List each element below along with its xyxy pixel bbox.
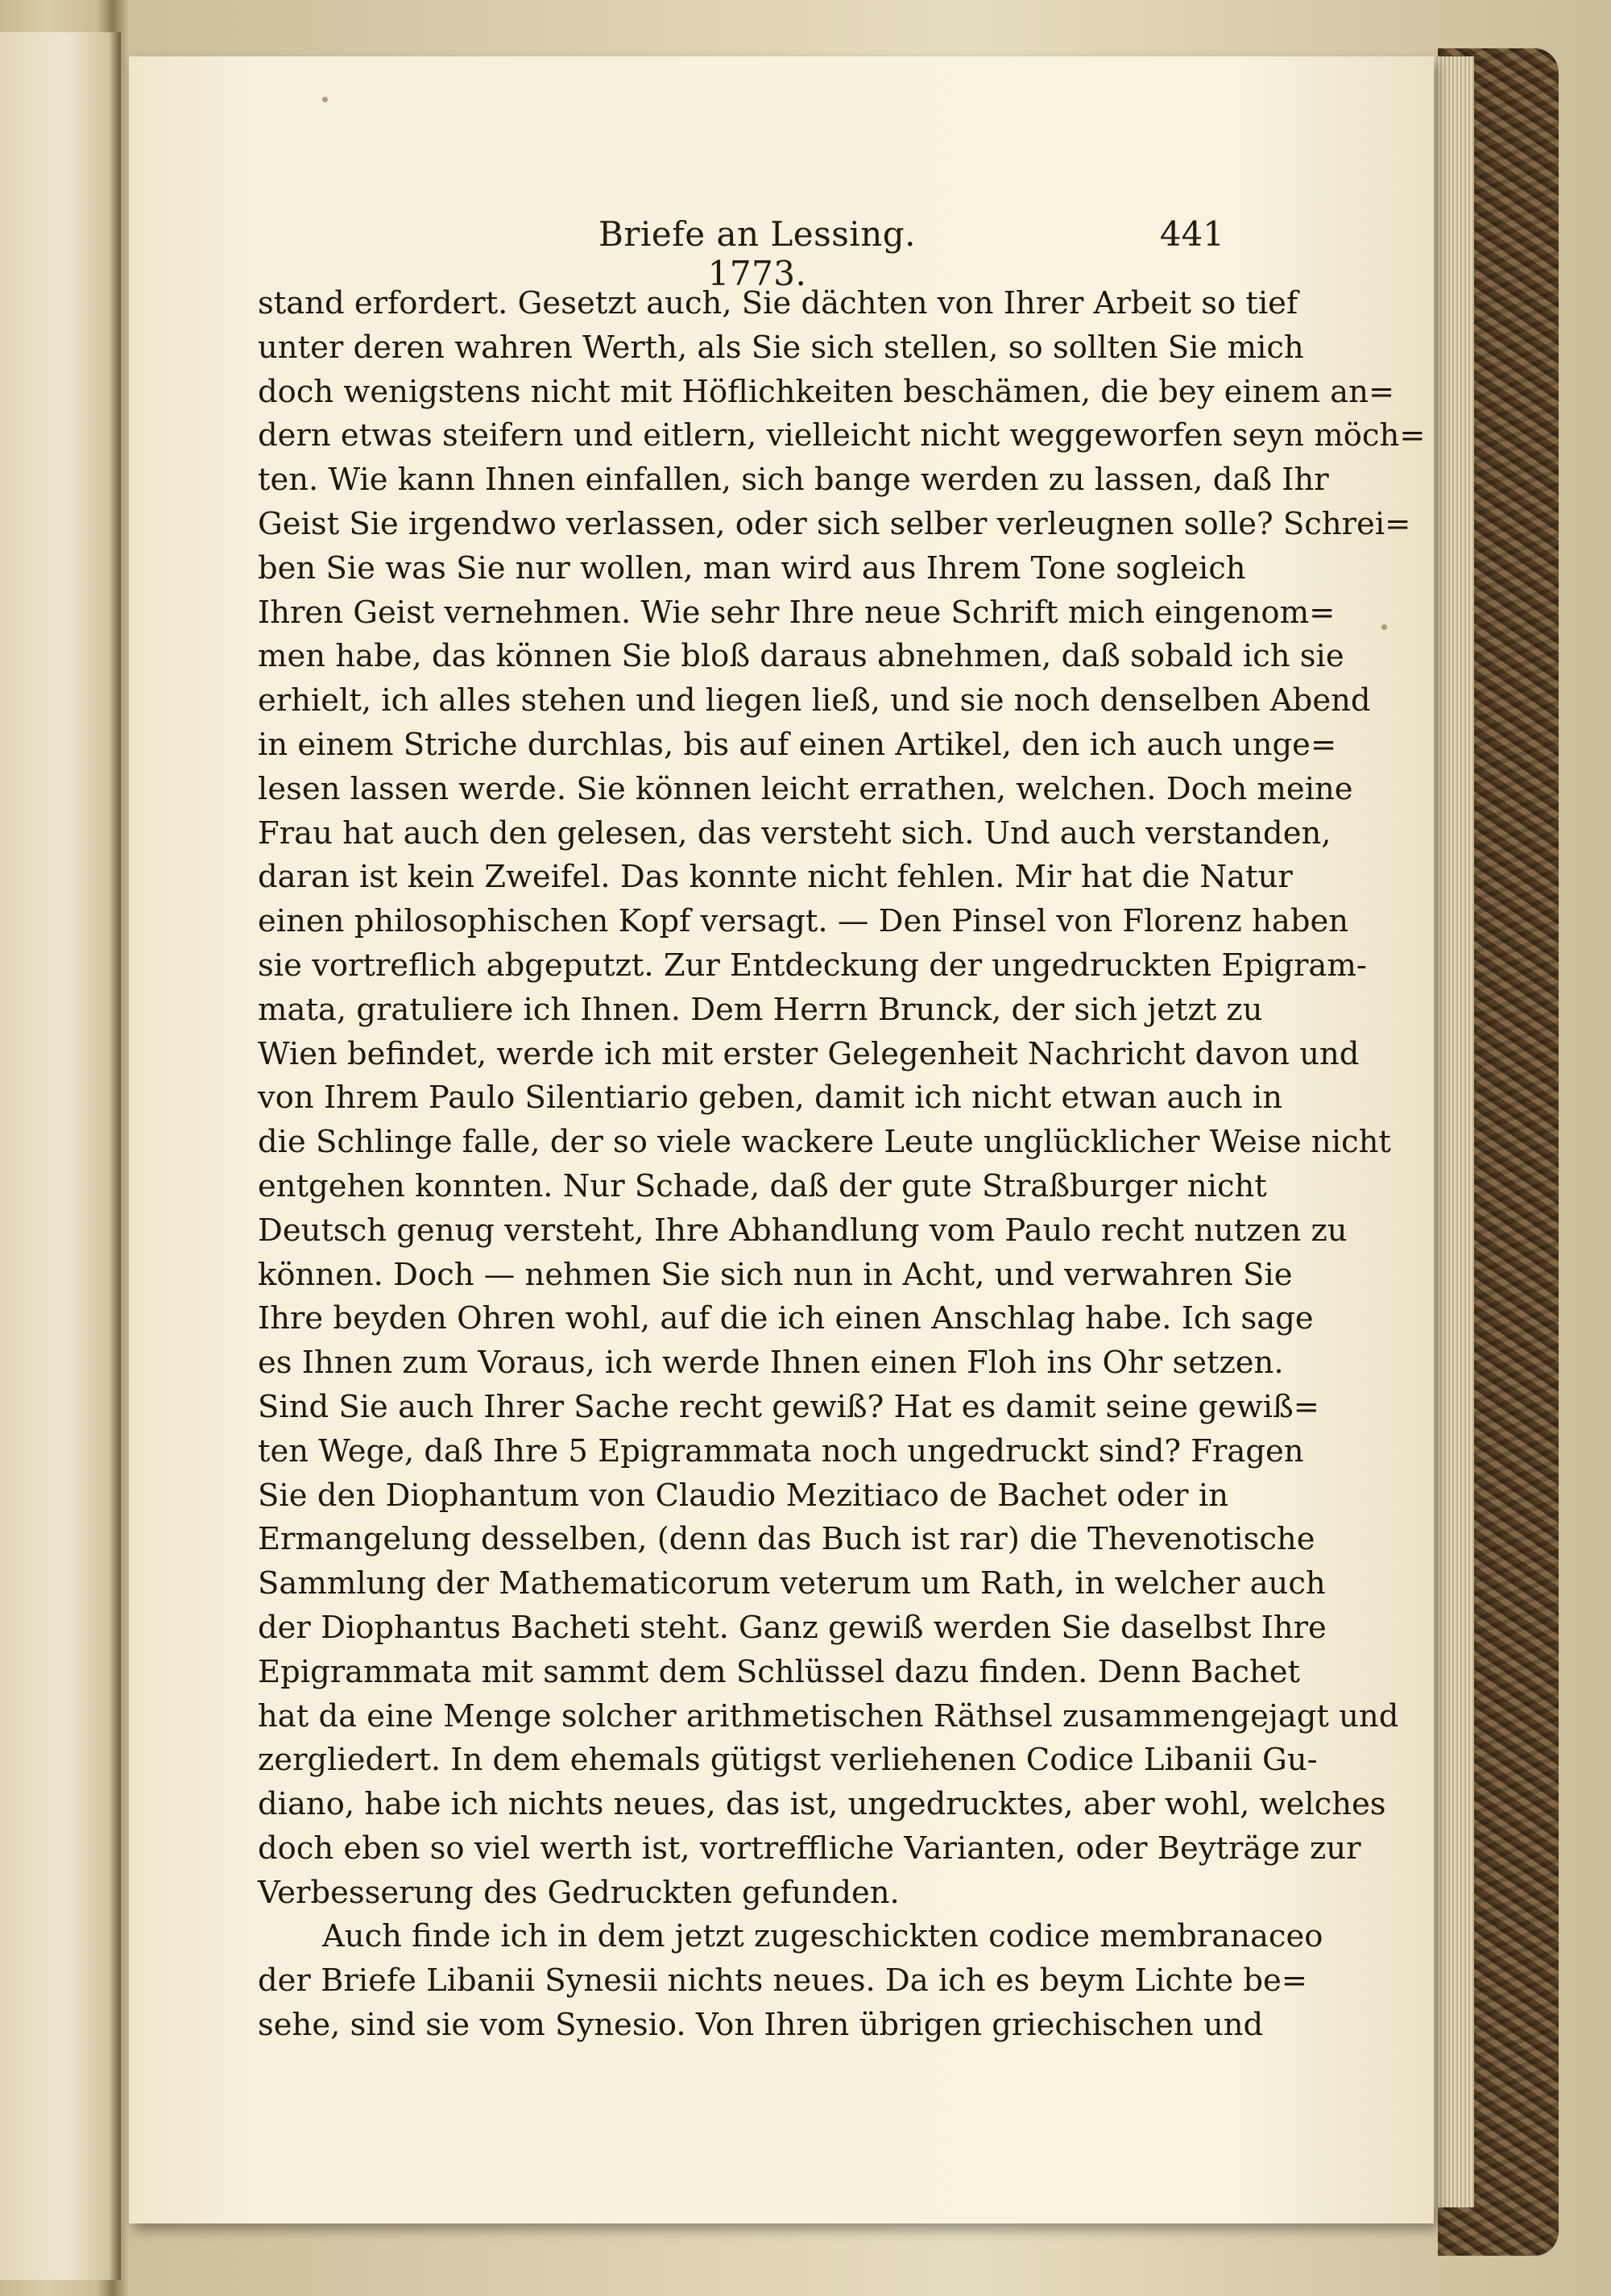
text-line: unter deren wahren Werth, als Sie sich stellen, so sollten Sie mich bbox=[258, 329, 1304, 366]
paragraph-start-line: Auch finde ich in dem jetzt zugeschickten codice membranaceo bbox=[322, 1918, 1323, 1955]
text-line: Ihre beyden Ohren wohl, auf die ich einen Anschlag habe. Ich sage bbox=[258, 1300, 1314, 1337]
text-line: dern etwas steifern und eitlern, vielleicht nicht weggeworfen seyn möch= bbox=[258, 417, 1426, 454]
running-title: Briefe an Lessing. 1773. bbox=[598, 214, 916, 293]
text-line: daran ist kein Zweifel. Das konnte nicht fehlen. Mir hat die Natur bbox=[258, 859, 1293, 896]
text-line: stand erfordert. Gesetzt auch, Sie dächten von Ihrer Arbeit so tief bbox=[258, 285, 1298, 321]
text-line: Sammlung der Mathematicorum veterum um Rath, in welcher auch bbox=[258, 1565, 1326, 1602]
text-line: sie vortreflich abgeputzt. Zur Entdeckung der ungedruckten Epigram- bbox=[258, 947, 1367, 984]
text-line: lesen lassen werde. Sie können leicht errathen, welchen. Doch meine bbox=[258, 770, 1353, 807]
text-line: hat da eine Menge solcher arithmetischen Räthsel zusammengejagt und bbox=[258, 1697, 1399, 1734]
text-line: Sie den Diophantum von Claudio Mezitiaco de Bachet oder in bbox=[258, 1477, 1228, 1514]
text-line: der Briefe Libanii Synesii nichts neues. Da ich es beym Lichte be= bbox=[258, 1962, 1308, 2000]
text-line: zergliedert. In dem ehemals gütigst verliehenen Codice Libanii Gu- bbox=[258, 1742, 1318, 1779]
text-line: ten Wege, daß Ihre 5 Epigrammata noch ungedruckt sind? Fragen bbox=[258, 1432, 1304, 1469]
text-line: Ermangelung desselben, (denn das Buch ist rar) die Thevenotische bbox=[258, 1521, 1315, 1558]
text-line: Deutsch genug versteht, Ihre Abhandlung vom Paulo recht nutzen zu bbox=[258, 1212, 1348, 1249]
text-line: Verbesserung des Gedruckten gefunden. bbox=[258, 1874, 900, 1911]
text-line: sehe, sind sie vom Synesio. Von Ihren übrigen griechischen und bbox=[258, 2007, 1264, 2044]
text-line: entgehen konnten. Nur Schade, daß der gute Straßburger nicht bbox=[258, 1167, 1267, 1204]
text-line: erhielt, ich alles stehen und liegen ließ, und sie noch denselben Abend bbox=[258, 682, 1371, 719]
paper-speck bbox=[322, 97, 328, 102]
body-text bbox=[258, 282, 1426, 2048]
text-line: doch eben so viel werth ist, vortreffliche Varianten, oder Beyträge zur bbox=[258, 1830, 1361, 1867]
text-line: diano, habe ich nichts neues, das ist, ungedrucktes, aber wohl, welches bbox=[258, 1786, 1386, 1823]
page-header bbox=[258, 209, 1224, 293]
text-line: Epigrammata mit sammt dem Schlüssel dazu finden. Denn Bachet bbox=[258, 1653, 1300, 1690]
text-line: doch wenigstens nicht mit Höflichkeiten beschämen, die bey einem an= bbox=[258, 373, 1395, 410]
text-line: der Diophantus Bacheti steht. Ganz gewiß werden Sie daselbst Ihre bbox=[258, 1609, 1327, 1646]
text-line: Frau hat auch den gelesen, das versteht sich. Und auch verstanden, bbox=[258, 814, 1331, 852]
text-line: es Ihnen zum Voraus, ich werde Ihnen einen Floh ins Ohr setzen. bbox=[258, 1345, 1284, 1382]
text-line: können. Doch — nehmen Sie sich nun in Acht, und verwahren Sie bbox=[258, 1256, 1293, 1293]
text-line: Ihren Geist vernehmen. Wie sehr Ihre neue Schrift mich eingenom= bbox=[258, 594, 1336, 631]
text-line: mata, gratuliere ich Ihnen. Dem Herrn Brunck, der sich jetzt zu bbox=[258, 991, 1263, 1028]
page-number: 441 bbox=[1159, 214, 1224, 254]
text-line: die Schlinge falle, der so viele wackere Leute unglücklicher Weise nicht bbox=[258, 1124, 1391, 1161]
text-line: men habe, das können Sie bloß daraus abnehmen, daß sobald ich sie bbox=[258, 638, 1344, 675]
text-line: in einem Striche durchlas, bis auf einen Artikel, den ich auch unge= bbox=[258, 726, 1337, 763]
text-line: Geist Sie irgendwo verlassen, oder sich selber verleugnen solle? Schrei= bbox=[258, 505, 1411, 542]
text-line: einen philosophischen Kopf versagt. — Den Pinsel von Florenz haben bbox=[258, 903, 1349, 940]
text-line: Sind Sie auch Ihrer Sache recht gewiß? Hat es damit seine gewiß= bbox=[258, 1388, 1320, 1425]
text-line: Wien befindet, werde ich mit erster Gelegenheit Nachricht davon und bbox=[258, 1035, 1360, 1072]
text-line: ben Sie was Sie nur wollen, man wird aus Ihrem Tone sogleich bbox=[258, 549, 1246, 586]
text-line: von Ihrem Paulo Silentiario geben, damit ich nicht etwan auch in bbox=[258, 1080, 1283, 1117]
facing-page-edge bbox=[0, 32, 121, 2280]
text-line: ten. Wie kann Ihnen einfallen, sich bange werden zu lassen, daß Ihr bbox=[258, 462, 1329, 499]
paper-speck bbox=[1381, 624, 1387, 630]
